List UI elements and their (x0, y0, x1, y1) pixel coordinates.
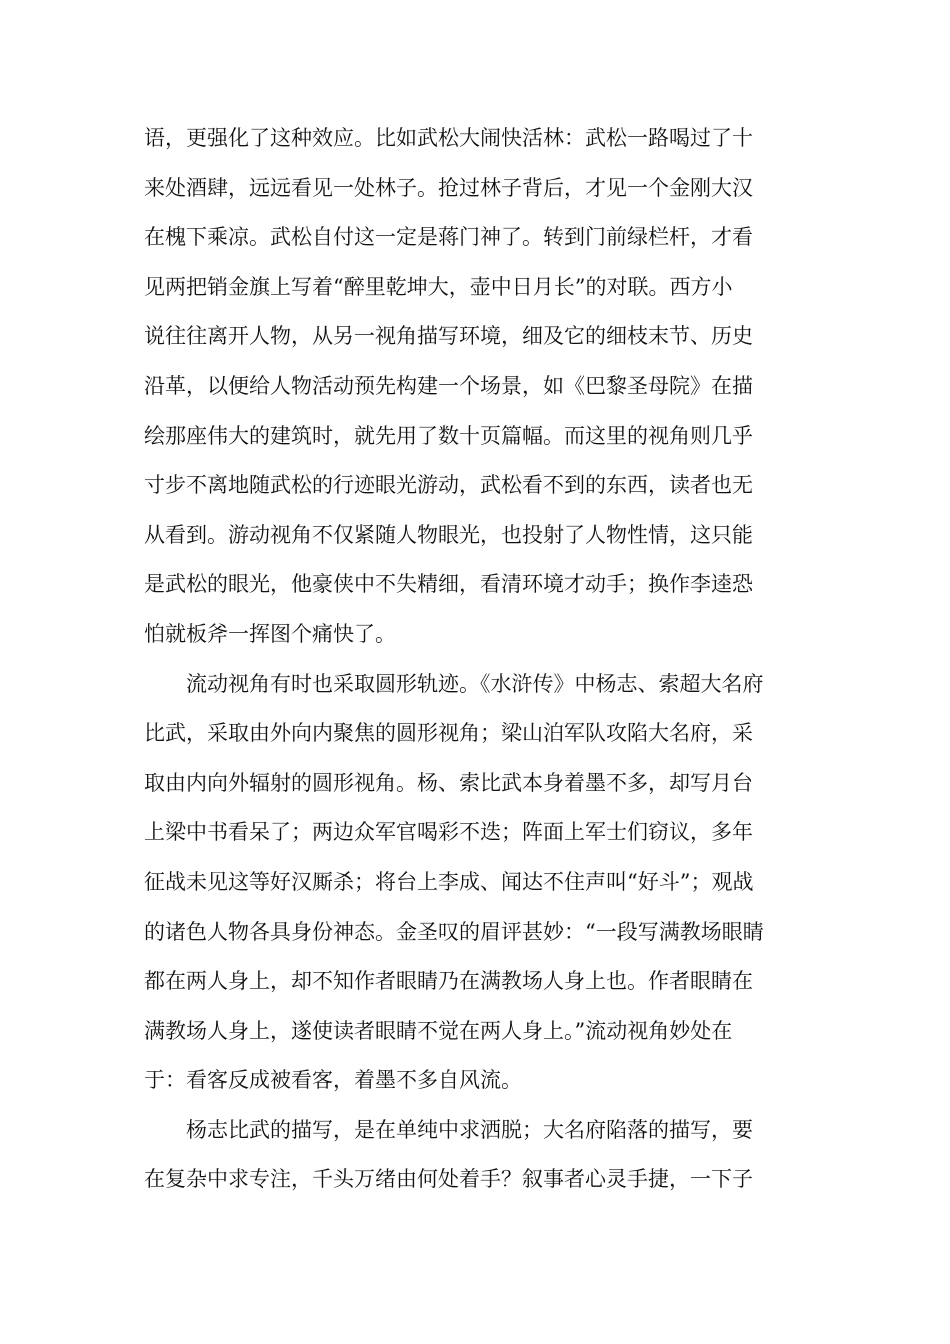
text-line-first: 杨志比武的描写，是在单纯中求洒脱；大名府陷落的描写，要 (186, 1117, 753, 1142)
text-line: 从看到。游动视角不仅紧随人物眼光，也投射了人物性情，这只能 (144, 522, 753, 547)
paragraph-3 (144, 1106, 804, 1205)
text-line: 比武，采取由外向内聚焦的圆形视角；梁山泊军队攻陷大名府，采 (144, 721, 753, 746)
text-line: 在槐下乘凉。武松自付这一定是蒋门神了。转到门前绿栏杆，才看 (144, 225, 753, 250)
text-line: 沿革，以便给人物活动预先构建一个场景，如《巴黎圣母院》在描 (144, 373, 753, 398)
text-line: 征战未见这等好汉厮杀；将台上李成、闻达不住声叫“好斗”；观战 (144, 869, 754, 894)
text-line-first: 流动视角有时也采取圆形轨迹。《水浒传》中杨志、索超大名府 (186, 671, 764, 696)
text-line: 说往往离开人物，从另一视角描写环境，细及它的细枝末节、历史 (144, 324, 753, 349)
text-line: 满教场人身上，遂使读者眼睛不觉在两人身上。”流动视角妙处在 (144, 1018, 733, 1043)
text-line: 取由内向外辐射的圆形视角。杨、索比武本身着墨不多，却写月台 (144, 770, 753, 795)
text-line: 来处酒肆，远远看见一处林子。抢过林子背后，才见一个金刚大汉 (144, 175, 753, 200)
text-line: 怕就板斧一挥图个痛快了。 (144, 621, 396, 646)
text-line: 见两把销金旗上写着“醉里乾坤大，壶中日月长”的对联。西方小 (144, 274, 733, 299)
text-line: 于：看客反成被看客，着墨不多自风流。 (144, 1068, 522, 1093)
text-line: 的诸色人物各具身份神态。金圣叹的眉评甚妙：“一段写满教场眼睛 (144, 919, 764, 944)
body-text (144, 114, 804, 1205)
text-line: 语，更强化了这种效应。比如武松大闹快活林：武松一路喝过了十 (144, 126, 753, 150)
paragraph-2 (144, 660, 804, 1106)
text-line: 绘那座伟大的建筑时，就先用了数十页篇幅。而这里的视角则几乎 (144, 423, 753, 448)
text-line: 是武松的眼光，他豪侠中不失精细，看清环境才动手；换作李逵恐 (144, 572, 753, 597)
text-line: 在复杂中求专注，千头万绪由何处着手？叙事者心灵手捷，一下子 (144, 1167, 753, 1192)
paragraph-1 (144, 114, 804, 660)
text-line: 上梁中书看呆了；两边众军官喝彩不迭；阵面上军士们窃议，多年 (144, 820, 753, 845)
text-line: 寸步不离地随武松的行迹眼光游动，武松看不到的东西，读者也无 (144, 473, 753, 498)
text-line: 都在两人身上，却不知作者眼睛乃在满教场人身上也。作者眼睛在 (144, 969, 753, 994)
